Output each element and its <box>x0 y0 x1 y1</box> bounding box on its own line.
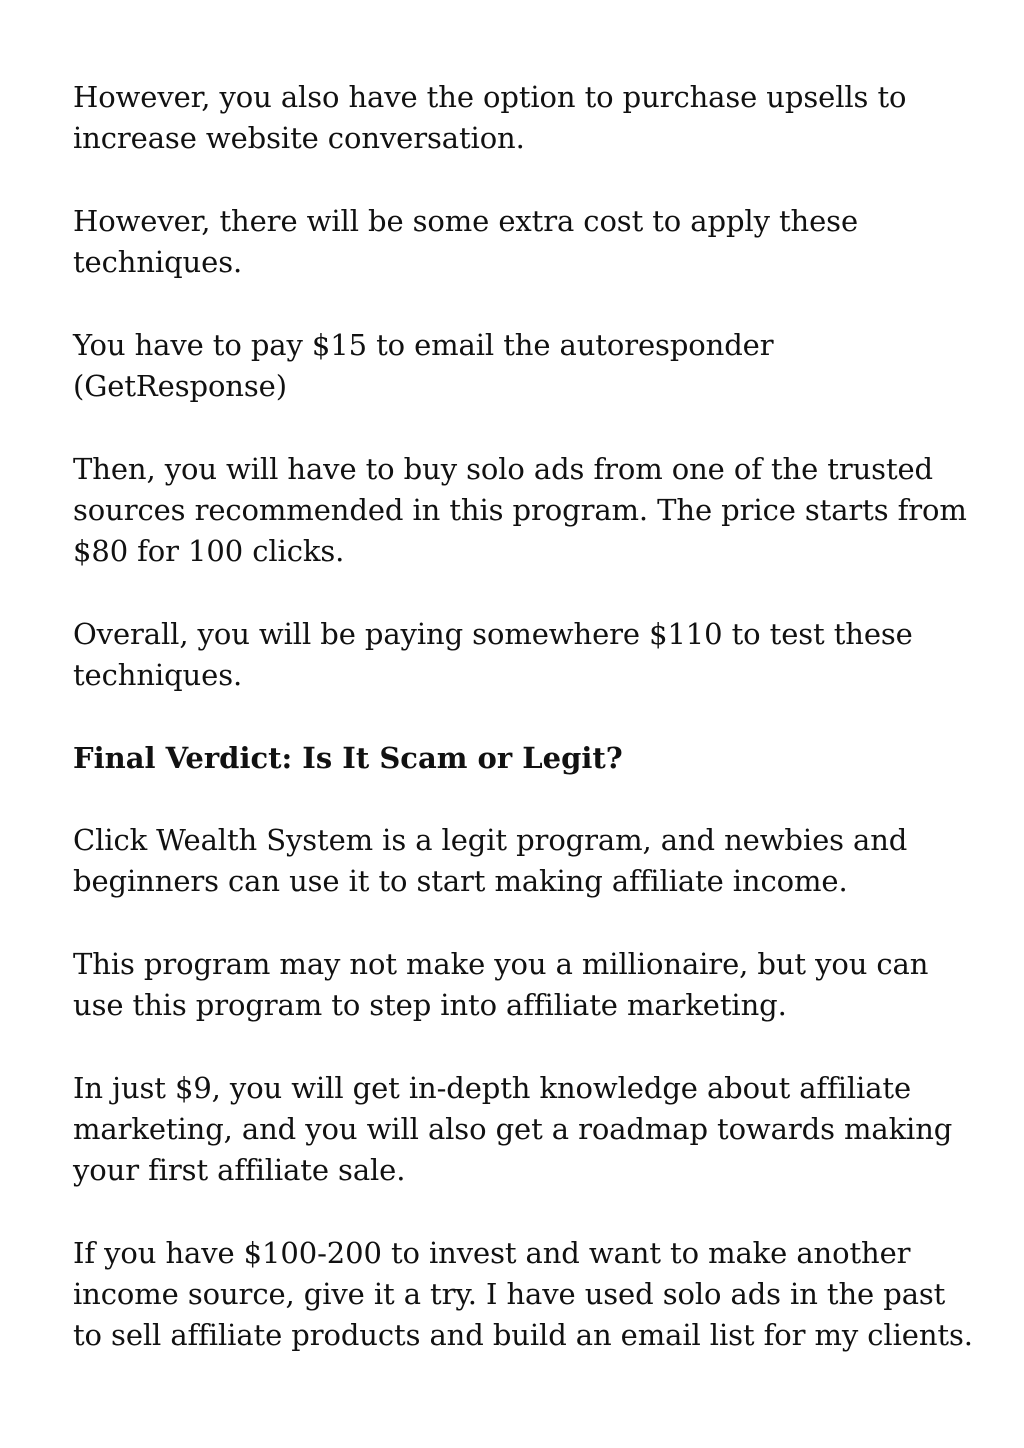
paragraph-overall-cost: Overall, you will be paying somewhere $110 to test these techniques. <box>73 617 913 692</box>
paragraph-invest-recommendation: If you have $100-200 to invest and want to make another income source, give it a try. I have used solo ads in the past to sell affiliate products and build an email list for my clients. <box>73 1236 973 1352</box>
paragraph-not-millionaire: This program may not make you a millionaire, but you can use this program to step into affiliate marketing. <box>73 947 929 1022</box>
paragraph-autoresponder-cost: You have to pay $15 to email the autoresponder (GetResponse) <box>73 328 774 403</box>
paragraph-nine-dollars: In just $9, you will get in-depth knowledge about affiliate marketing, and you will also get a roadmap towards making your first affiliate sale. <box>73 1071 953 1187</box>
article-body <box>73 77 973 1398</box>
section-heading-final-verdict: Final Verdict: Is It Scam or Legit? <box>73 741 623 775</box>
paragraph-solo-ads-cost: Then, you will have to buy solo ads from one of the trusted sources recommended in this program. The price starts from $80 for 100 clicks. <box>73 452 967 568</box>
paragraph-extra-cost: However, there will be some extra cost to apply these techniques. <box>73 204 859 279</box>
paragraph-legit-program: Click Wealth System is a legit program, and newbies and beginners can use it to start making affiliate income. <box>73 823 908 898</box>
paragraph-upsells: However, you also have the option to purchase upsells to increase website conversation. <box>73 80 907 155</box>
